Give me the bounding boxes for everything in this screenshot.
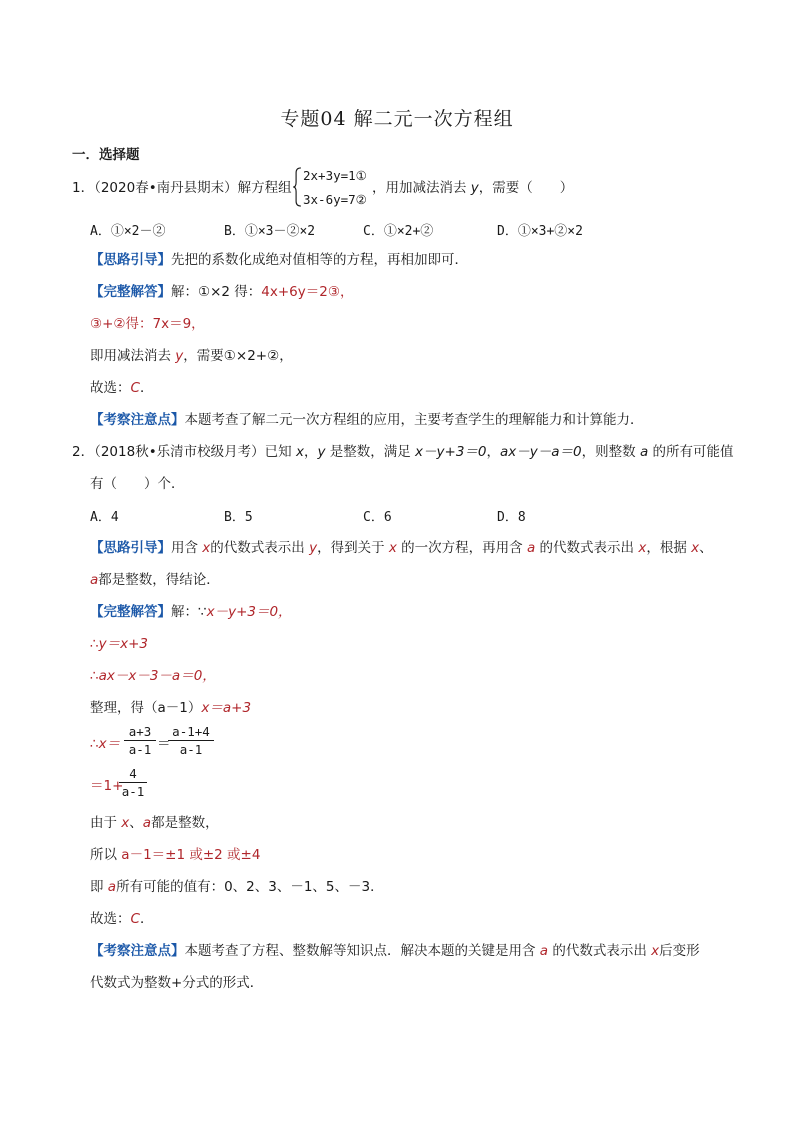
q2-step-4-equals: ＝: [157, 736, 171, 752]
q2-condition-1: x－y+3＝0: [415, 444, 487, 460]
q2-step-6a: 由于: [90, 815, 122, 831]
q2-step-8: [90, 877, 384, 897]
q1-stem: [72, 178, 292, 198]
system-brace: [293, 167, 303, 207]
q1-equation-2: 3x-6y=7②: [303, 192, 367, 207]
q2-var-y: y: [317, 444, 326, 460]
q2-step-6: [90, 813, 219, 833]
q2-hint-l2b: 都是整数，得结论．: [98, 572, 220, 588]
q2-step-3: [90, 698, 251, 718]
q1-choice-end: ．: [139, 380, 154, 396]
q2-fraction-3: [119, 765, 147, 800]
q2-var-x: x: [295, 444, 304, 460]
q2-step-2: ∴ax－x－3－a＝0，: [90, 668, 216, 684]
q2-choice: [90, 909, 153, 929]
q2-hint-l1b: 的代数式表示出: [210, 540, 310, 556]
q2-stem-line-1: [72, 442, 734, 462]
q2-hint-l1c: ，得到关于: [317, 540, 389, 556]
q1-stem-var: y: [470, 180, 479, 196]
q2-choice-label: 故选：: [90, 911, 131, 927]
q1-answer-lead: 解：①×2 得：: [171, 284, 262, 300]
q1-answer: [90, 282, 353, 302]
q2-hint-l1e: 的代数式表示出: [535, 540, 639, 556]
q2-step-8-var-a: a: [107, 879, 117, 895]
q2-note-line-1: [90, 941, 700, 961]
q1-answer-tag: 【完整解答】: [90, 284, 171, 300]
q2-stem-l1d: 的所有可能值: [648, 444, 734, 460]
q2-option-a: A．4: [90, 510, 119, 525]
q2-step-7b: a－1＝±1 或±2 或±4: [121, 847, 261, 863]
q2-fraction-2-denominator: a-1: [179, 742, 203, 757]
q1-step-3b: ，需要①×2+②，: [183, 348, 293, 364]
q2-fraction-2: [168, 723, 214, 758]
q2-answer-eq: x－y+3＝0，: [206, 604, 292, 620]
q2-step-8a: 即: [90, 879, 108, 895]
q2-hint-l1f: ，根据: [646, 540, 692, 556]
q2-stem-l1a: 2．（2018秋•乐清市校级月考）已知: [72, 444, 296, 460]
q2-fraction-2-numerator: a-1+4: [168, 723, 214, 741]
q1-step-3a: 即用减法消去: [90, 348, 176, 364]
q2-hint-var-x2: x: [388, 540, 397, 556]
q2-hint-tag: 【思路引导】: [90, 540, 171, 556]
q1-note: [90, 410, 644, 430]
q1-note-text: 本题考查了解二元一次方程组的应用，主要考查学生的理解能力和计算能力．: [184, 412, 644, 428]
q2-step-5-prefix: ＝1+: [90, 778, 124, 794]
q1-note-tag: 【考察注意点】: [90, 412, 185, 428]
q2-note-line-2: 代数式为整数+分式的形式．: [90, 975, 264, 991]
q1-hint-text: 先把的系数化成绝对值相等的方程，再相加即可．: [171, 252, 468, 268]
q1-step-2: ③+②得：7x＝9，: [90, 316, 205, 332]
q2-note-l1c: 后变形: [659, 943, 700, 959]
q2-var-a: a: [639, 444, 649, 460]
q2-step-7a: 所以: [90, 847, 122, 863]
q2-note-l1a: 本题考查了方程、整数解等知识点．解决本题的关键是用含: [184, 943, 540, 959]
q2-fraction-3-numerator: 4: [119, 765, 147, 783]
q1-stem-prefix: 1．（2020春•南丹县期末）解方程组: [72, 180, 292, 196]
q2-hint-line-1: [90, 538, 713, 558]
q2-fraction-1-numerator: a+3: [124, 723, 156, 741]
q1-option-b: B．①×3－②×2: [224, 224, 316, 239]
q1-option-a: A．①×2－②: [90, 224, 166, 239]
q1-equation-1: 2x+3y=1①: [303, 168, 367, 183]
q2-fraction-1: [124, 723, 156, 758]
q2-step-4-prefix: ∴x＝: [90, 736, 121, 752]
q2-step-8b: 所有可能的值有：0、2、3、－1、5、－3．: [116, 879, 384, 895]
q2-stem-line-2: 有（ ）个．: [90, 476, 185, 492]
q2-hint-var-x4: x: [691, 540, 700, 556]
q2-cond-sep: ，: [486, 444, 501, 460]
q2-stem-l1b: 是整数，满足: [325, 444, 416, 460]
q2-hint-l1g: 、: [699, 540, 713, 556]
q2-note-var-x: x: [651, 943, 660, 959]
q1-answer-eq: 4x+6y＝2③，: [261, 284, 354, 300]
q1-step-3: [90, 346, 293, 366]
q2-hint-line-2: [90, 570, 220, 590]
q1-hint-tag: 【思路引导】: [90, 252, 171, 268]
q1-stem-suffix: [372, 178, 573, 198]
q2-hint-var-x1: x: [202, 540, 211, 556]
q2-step-6-var-a: a: [142, 815, 152, 831]
q2-fraction-3-denominator: a-1: [121, 784, 145, 799]
q2-answer-lead: 解：∵: [171, 604, 207, 620]
q2-stem-l1c: ，则整数: [581, 444, 640, 460]
q2-note-var-a: a: [539, 943, 549, 959]
q2-hint-var-x3: x: [638, 540, 647, 556]
q2-hint-var-y: y: [309, 540, 318, 556]
q2-choice-end: ．: [139, 911, 154, 927]
q2-step-3a: 整理，得（a－1）: [90, 700, 202, 716]
q1-choice-label: 故选：: [90, 380, 131, 396]
q2-step-6-var-x: x: [121, 815, 130, 831]
q2-step-3b: x＝a+3: [201, 700, 252, 716]
q2-comma: ，: [303, 444, 318, 460]
q2-step-1: ∴y＝x+3: [90, 636, 148, 652]
q2-hint-l1a: 用含: [171, 540, 203, 556]
q2-fraction-1-denominator: a-1: [128, 742, 152, 757]
q2-condition-2: ax－y－a＝0: [500, 444, 582, 460]
page-title: 专题04 解二元一次方程组: [280, 108, 514, 130]
q1-option-c: C．①×2+②: [363, 224, 434, 239]
section-heading: 一．选择题: [72, 147, 140, 163]
q1-option-d: D．①×3+②×2: [497, 224, 583, 239]
q1-choice: [90, 378, 153, 398]
q2-answer-tag: 【完整解答】: [90, 604, 171, 620]
q2-answer: [90, 602, 292, 622]
q1-step-3-var: y: [175, 348, 184, 364]
q2-step-7: [90, 845, 260, 865]
q2-step-6b: 、: [129, 815, 143, 831]
q2-hint-var-a2: a: [90, 572, 99, 588]
q1-stem-suffix-b: ，需要（ ）: [478, 180, 574, 196]
q2-note-l1b: 的代数式表示出: [548, 943, 652, 959]
q2-choice-letter: C: [130, 911, 140, 927]
q2-hint-l1d: 的一次方程，再用含: [396, 540, 527, 556]
q2-option-d: D．8: [497, 510, 526, 525]
q1-hint: [90, 250, 468, 270]
q2-hint-var-a1: a: [526, 540, 536, 556]
q2-note-tag: 【考察注意点】: [90, 943, 185, 959]
q1-stem-suffix-a: ，用加减法消去: [372, 180, 471, 196]
q2-step-6c: 都是整数，: [151, 815, 219, 831]
q2-option-b: B．5: [224, 510, 253, 525]
q1-choice-letter: C: [130, 380, 140, 396]
q2-option-c: C．6: [363, 510, 392, 525]
